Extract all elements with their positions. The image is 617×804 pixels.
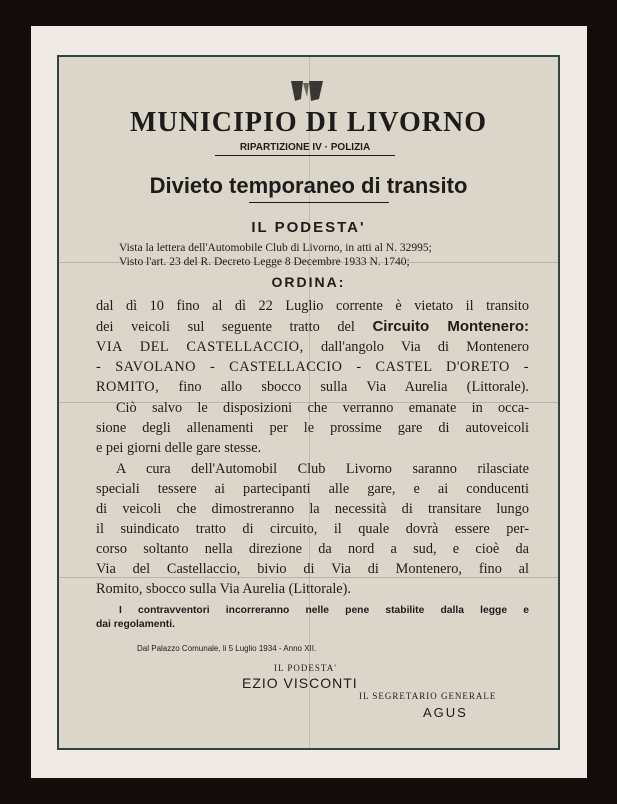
contravventori-line: I contravventori incorreranno nelle pene stabilite dalla legge e xyxy=(119,605,529,616)
podesta-heading: IL PODESTA' xyxy=(251,219,366,236)
vista-line: Vista la lettera dell'Automobile Club di Livorno, in atti al N. 32995; xyxy=(119,242,432,254)
ordina-heading: ORDINA: xyxy=(271,274,346,290)
body-line: di veicoli che dimostreranno la necessità di transitare lungo xyxy=(96,501,529,517)
body-line xyxy=(96,318,529,336)
coat-of-arms-icon xyxy=(287,79,327,103)
body-line: corso soltanto nella direzione da nord a sud, e cioè da xyxy=(96,541,529,557)
body-text: dall'angolo Via di Montenero xyxy=(320,339,529,355)
body-line xyxy=(96,338,529,356)
body-line xyxy=(96,378,529,396)
street-name: VIA DEL CASTELLACCIO, xyxy=(96,339,304,355)
body-line: dal dì 10 fino al dì 22 Luglio corrente è vietato il transito xyxy=(96,298,529,314)
body-line: - SAVOLANO - CASTELLACCIO - CASTEL D'ORETO - xyxy=(96,359,529,375)
body-line: Ciò salvo le disposizioni che verranno emanate in occa- xyxy=(116,400,529,416)
body-text: dei veicoli sul seguente tratto del xyxy=(96,319,355,335)
body-line: e pei giorni delle gare stesse. xyxy=(96,440,262,456)
ripartizione-subtitle: RIPARTIZIONE IV · POLIZIA xyxy=(215,142,395,156)
body-text: fino allo sbocco sulla Via Aurelia (Littorale). xyxy=(178,379,530,395)
vista-line: Visto l'art. 23 del R. Decreto Legge 8 Decembre 1933 N. 1740; xyxy=(119,256,410,268)
podesta-signature-name: EZIO VISCONTI xyxy=(242,675,358,691)
body-line: sione degli allenamenti per le prossime gare di autoveicoli xyxy=(96,420,529,436)
street-name: ROMITO, xyxy=(96,379,160,395)
municipio-title: MUNICIPIO DI LIVORNO xyxy=(129,107,487,138)
podesta-signature-label: IL PODESTA' xyxy=(274,663,337,673)
body-line: Romito, sbocco sulla Via Aurelia (Littorale). xyxy=(96,581,351,597)
date-line: Dal Palazzo Comunale, li 5 Luglio 1934 - Anno XII. xyxy=(137,644,317,653)
divieto-heading: Divieto temporaneo di transito xyxy=(149,173,468,198)
body-line: il suindicato tratto di circuito, il quale dovrà essere per- xyxy=(96,521,529,537)
body-line: speciali tessere ai partecipanti alle gare, e ai conducenti xyxy=(96,481,529,497)
segretario-signature-label: IL SEGRETARIO GENERALE xyxy=(359,691,497,701)
heading-underline xyxy=(249,202,389,203)
body-line: A cura dell'Automobil Club Livorno saranno rilasciate xyxy=(116,461,529,477)
circuito-montenero-label: Circuito Montenero: xyxy=(372,318,529,335)
contravventori-line: dai regolamenti. xyxy=(96,619,175,630)
body-line: Via del Castellaccio, bivio di Via di Montenero, fino al xyxy=(96,561,529,577)
segretario-signature-name: AGUS xyxy=(423,705,468,720)
poster xyxy=(57,55,560,750)
